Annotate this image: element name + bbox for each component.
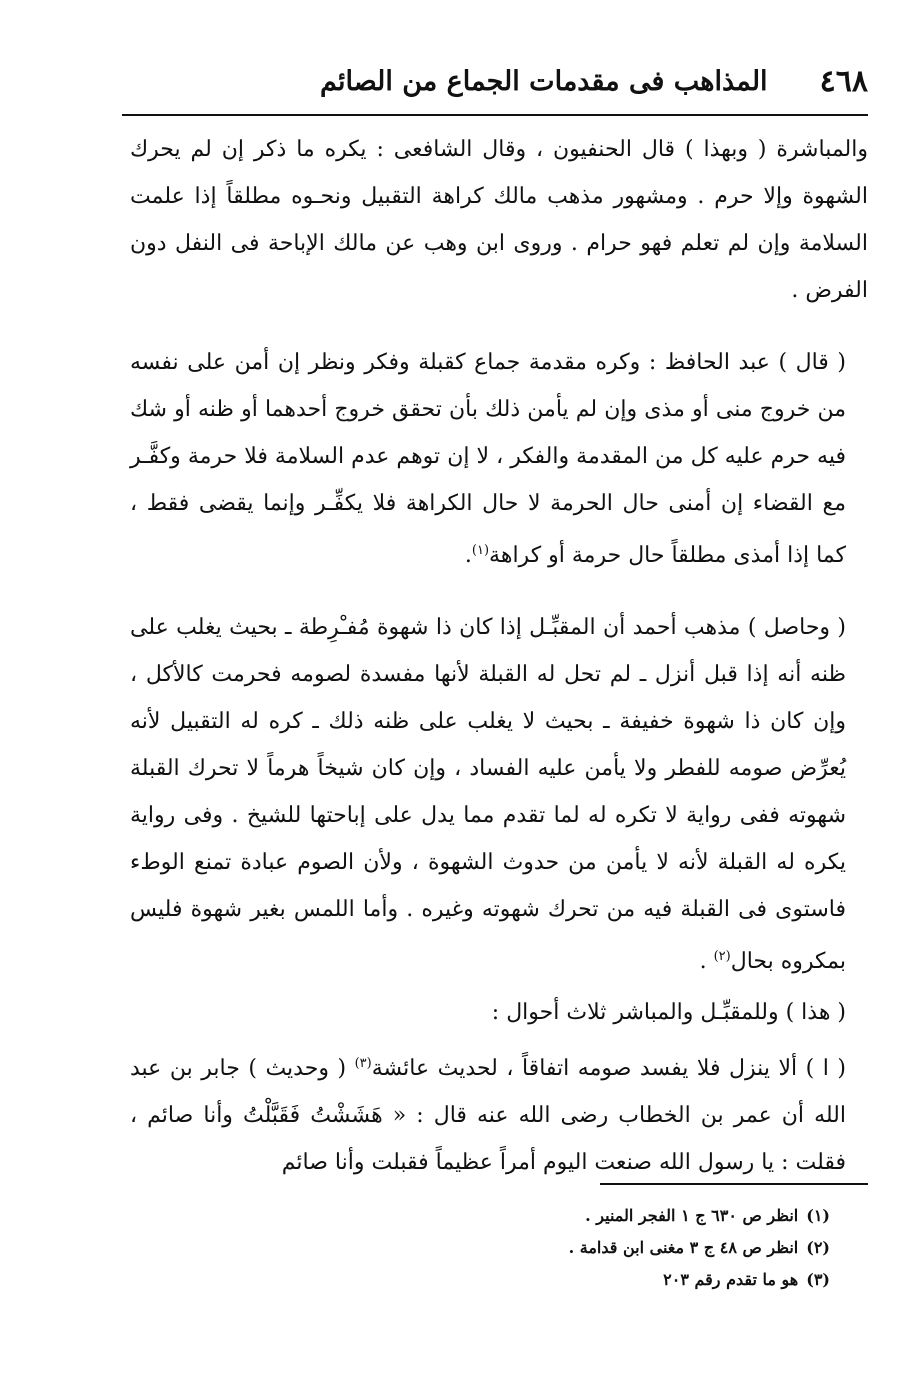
paragraph-5 (130, 1040, 868, 1186)
footnote-ref-2[interactable]: (٢) (713, 949, 731, 964)
page-number: ٤٦٨ (819, 63, 868, 99)
footnote-text: انظر ص ٦٣٠ ج ١ الفجر المنير . (585, 1206, 799, 1225)
footnotes (200, 1200, 830, 1296)
paragraph-5-text-a: ( ا ) ألا ينزل فلا يفسد صومه اتفاقاً ، لحديث عائشة (371, 1056, 846, 1081)
paragraph-3-end: . (699, 949, 707, 974)
paragraph-5-text-b: ( وحديث ) جابر بن عبد الله أن عمر بن الخطاب رضى الله عنه قال : « هَشَشْتُ فَقَبَّلْتُ وأنا صائم ، فقلت : يا رسول الله صنعت اليوم أمراً عظيماً فقبلت وأنا صائم (130, 1056, 846, 1175)
running-title: المذاهب فى مقدمات الجماع من الصائم (320, 65, 768, 97)
footnote-ref-1[interactable]: (١) (471, 543, 490, 558)
header-divider (122, 114, 868, 116)
footnote-3 (200, 1264, 830, 1296)
paragraph-4: ( هذا ) وللمقبِّـل والمباشر ثلاث أحوال : (491, 1000, 846, 1025)
footnote-1 (200, 1200, 830, 1232)
footnote-text: هو ما تقدم رقم ٢٠٣ (663, 1270, 799, 1289)
paragraph-2 (130, 339, 868, 579)
footnote-ref-3[interactable]: (٣) (354, 1056, 372, 1071)
paragraph-2-text: ( قال ) عبد الحافظ : وكره مقدمة جماع كقبلة وفكر ونظر إن أمن على نفسه من خروج منى أو مذى وإن لم يأمن ذلك بأن تحقق خروج أحدهما أو ظنه أو شك فيه حرم عليه كل من المقدمة والفكر ، لا إن توهم عدم السلامة فلا حرمة وكفَّـر مع القضاء إن أمنى حال الحرمة لا حال الكراهة فلا يكفِّـر وإنما يقضى فقط ، كما إذا أمذى مطلقاً حال حرمة أو كراهة (130, 350, 846, 568)
paragraph-2-end: . (464, 543, 472, 568)
footnote-text: انظر ص ٤٨ ج ٣ مغنى ابن قدامة . (568, 1238, 799, 1257)
footnote-number: (٢) (806, 1238, 830, 1257)
paragraph-3-text: ( وحاصل ) مذهب أحمد أن المقبِّـل إذا كان ذا شهوة مُفـْرِطة ـ بحيث يغلب على ظنه أنه إذا قبل أنزل ـ لم تحل له القبلة لأنها مفسدة لصومه فحرمت كالأكل ، وإن كان ذا شهوة خفيفة ـ بحيث لا يغلب على ظنه ذلك ـ كره له التقبيل لأنه يُعرِّض صومه للفطر ولا يأمن عليه الفساد ، وإن كان شيخاً هرماً لا تحرك القبلة شهوته ففى رواية لا تكره له لما تقدم مما يدل على إباحتها للشيخ . وفى رواية يكره له القبلة لأنه لا يأمن من حدوث الشهوة ، ولأن الصوم عبادة تمنع الوطء فاستوى فى القبلة فيه من تحرك شهوته وغيره . وأما اللمس بغير شهوة فليس بمكروه بحال (130, 615, 846, 974)
main-text (130, 126, 868, 1186)
page-header (130, 58, 868, 104)
footnote-number: (٣) (806, 1270, 830, 1289)
footnote-divider (600, 1183, 868, 1185)
footnote-2 (200, 1232, 830, 1264)
paragraph-3 (130, 604, 868, 985)
paragraph-1: والمباشرة ( وبهذا ) قال الحنفيون ، وقال الشافعى : يكره ما ذكر إن لم يحرك الشهوة وإلا حرم . ومشهور مذهب مالك كراهة التقبيل ونحـوه مطلقاً إذا علمت السلامة وإن لم تعلم فهو حرام . وروى ابن وهب عن مالك الإباحة فى النفل دون الفرض . (130, 137, 868, 303)
footnote-number: (١) (806, 1206, 830, 1225)
